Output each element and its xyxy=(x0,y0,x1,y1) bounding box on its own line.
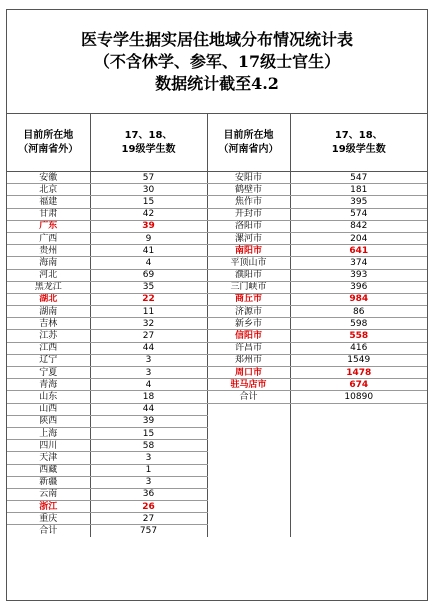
inside-location-cell: 焦作市 xyxy=(207,196,290,208)
inside-count-cell: 574 xyxy=(290,208,427,220)
table-row xyxy=(7,427,427,439)
statistics-sheet xyxy=(6,9,428,601)
outside-count-cell: 26 xyxy=(90,501,207,513)
inside-count-cell xyxy=(290,501,427,513)
inside-location-cell: 驻马店市 xyxy=(207,379,290,391)
inside-location-cell xyxy=(207,513,290,525)
table-row xyxy=(7,488,427,500)
outside-location-cell: 江西 xyxy=(7,342,90,354)
outside-location-cell: 合计 xyxy=(7,525,90,537)
inside-count-cell: 842 xyxy=(290,220,427,232)
title-main: 医专学生据实居住地域分布情况统计表 xyxy=(80,29,353,49)
outside-count-cell: 69 xyxy=(90,269,207,281)
inside-location-cell: 信阳市 xyxy=(207,330,290,342)
outside-count-cell: 36 xyxy=(90,488,207,500)
outside-location-cell: 重庆 xyxy=(7,513,90,525)
inside-count-cell xyxy=(290,440,427,452)
outside-count-cell: 15 xyxy=(90,196,207,208)
table-row xyxy=(7,513,427,525)
table-row xyxy=(7,306,427,318)
table-row xyxy=(7,464,427,476)
outside-location-cell: 湖北 xyxy=(7,293,90,305)
inside-count-cell: 1478 xyxy=(290,367,427,379)
table-row xyxy=(7,269,427,281)
inside-location-cell xyxy=(207,403,290,415)
outside-count-cell: 18 xyxy=(90,391,207,403)
outside-count-cell: 30 xyxy=(90,184,207,196)
outside-count-cell: 44 xyxy=(90,342,207,354)
outside-count-cell: 22 xyxy=(90,293,207,305)
outside-count-cell: 58 xyxy=(90,440,207,452)
table-row xyxy=(7,232,427,244)
table-row xyxy=(7,208,427,220)
inside-location-cell: 郑州市 xyxy=(207,354,290,366)
table-row xyxy=(7,281,427,293)
inside-location-cell xyxy=(207,488,290,500)
header-outside-location: 目前所在地 （河南省外） xyxy=(7,114,90,172)
outside-count-cell: 32 xyxy=(90,318,207,330)
outside-location-cell: 天津 xyxy=(7,452,90,464)
table-row xyxy=(7,452,427,464)
inside-count-cell xyxy=(290,427,427,439)
inside-location-cell xyxy=(207,440,290,452)
outside-count-cell: 4 xyxy=(90,379,207,391)
outside-count-cell: 39 xyxy=(90,415,207,427)
outside-location-cell: 河北 xyxy=(7,269,90,281)
outside-count-cell: 3 xyxy=(90,354,207,366)
inside-location-cell: 平顶山市 xyxy=(207,257,290,269)
inside-location-cell: 商丘市 xyxy=(207,293,290,305)
inside-count-cell xyxy=(290,452,427,464)
inside-count-cell: 86 xyxy=(290,306,427,318)
outside-count-cell: 42 xyxy=(90,208,207,220)
outside-count-cell: 3 xyxy=(90,452,207,464)
outside-count-cell: 57 xyxy=(90,172,207,184)
table-row xyxy=(7,318,427,330)
inside-location-cell: 济源市 xyxy=(207,306,290,318)
table-row xyxy=(7,354,427,366)
table-row xyxy=(7,172,427,184)
inside-location-cell: 合计 xyxy=(207,391,290,403)
inside-location-cell: 新乡市 xyxy=(207,318,290,330)
outside-location-cell: 吉林 xyxy=(7,318,90,330)
outside-location-cell: 山西 xyxy=(7,403,90,415)
table-row xyxy=(7,476,427,488)
inside-count-cell: 374 xyxy=(290,257,427,269)
outside-location-cell: 江苏 xyxy=(7,330,90,342)
outside-location-cell: 福建 xyxy=(7,196,90,208)
title-exclusions: （不含休学、参军、17级士官生） xyxy=(93,51,341,71)
inside-location-cell: 鹤壁市 xyxy=(207,184,290,196)
table-row xyxy=(7,245,427,257)
outside-location-cell: 广东 xyxy=(7,220,90,232)
outside-location-cell: 山东 xyxy=(7,391,90,403)
table-body xyxy=(7,172,427,537)
outside-location-cell: 黑龙江 xyxy=(7,281,90,293)
outside-location-cell: 海南 xyxy=(7,257,90,269)
table-row xyxy=(7,342,427,354)
inside-location-cell xyxy=(207,415,290,427)
table-row xyxy=(7,525,427,537)
inside-count-cell: 181 xyxy=(290,184,427,196)
inside-count-cell: 204 xyxy=(290,232,427,244)
outside-location-cell: 宁夏 xyxy=(7,367,90,379)
outside-count-cell: 11 xyxy=(90,306,207,318)
outside-count-cell: 27 xyxy=(90,513,207,525)
inside-count-cell: 393 xyxy=(290,269,427,281)
outside-location-cell: 贵州 xyxy=(7,245,90,257)
table-row xyxy=(7,257,427,269)
inside-location-cell: 南阳市 xyxy=(207,245,290,257)
outside-count-cell: 757 xyxy=(90,525,207,537)
outside-location-cell: 青海 xyxy=(7,379,90,391)
title-date: 数据统计截至4.2 xyxy=(155,73,279,93)
table-header-row xyxy=(7,114,427,172)
inside-count-cell: 416 xyxy=(290,342,427,354)
outside-location-cell: 四川 xyxy=(7,440,90,452)
inside-location-cell xyxy=(207,525,290,537)
outside-location-cell: 辽宁 xyxy=(7,354,90,366)
title-block xyxy=(7,10,427,114)
inside-location-cell: 开封市 xyxy=(207,208,290,220)
inside-location-cell xyxy=(207,501,290,513)
table-row xyxy=(7,220,427,232)
inside-count-cell xyxy=(290,525,427,537)
inside-count-cell xyxy=(290,488,427,500)
inside-location-cell: 濮阳市 xyxy=(207,269,290,281)
inside-location-cell: 安阳市 xyxy=(207,172,290,184)
inside-count-cell: 598 xyxy=(290,318,427,330)
outside-location-cell: 北京 xyxy=(7,184,90,196)
inside-count-cell xyxy=(290,513,427,525)
inside-count-cell xyxy=(290,403,427,415)
outside-count-cell: 35 xyxy=(90,281,207,293)
table-row xyxy=(7,415,427,427)
inside-count-cell: 558 xyxy=(290,330,427,342)
outside-location-cell: 西藏 xyxy=(7,464,90,476)
distribution-table xyxy=(7,114,427,537)
inside-location-cell: 许昌市 xyxy=(207,342,290,354)
inside-location-cell xyxy=(207,427,290,439)
inside-count-cell: 395 xyxy=(290,196,427,208)
header-inside-location: 目前所在地 （河南省内） xyxy=(207,114,290,172)
table-row xyxy=(7,367,427,379)
inside-location-cell: 周口市 xyxy=(207,367,290,379)
inside-location-cell xyxy=(207,464,290,476)
table-row xyxy=(7,196,427,208)
inside-count-cell: 1549 xyxy=(290,354,427,366)
outside-location-cell: 陕西 xyxy=(7,415,90,427)
header-inside-count: 17、18、 19级学生数 xyxy=(290,114,427,172)
outside-count-cell: 1 xyxy=(90,464,207,476)
table-row xyxy=(7,391,427,403)
outside-location-cell: 广西 xyxy=(7,232,90,244)
inside-count-cell xyxy=(290,415,427,427)
outside-location-cell: 云南 xyxy=(7,488,90,500)
table-row xyxy=(7,501,427,513)
outside-count-cell: 27 xyxy=(90,330,207,342)
table-row xyxy=(7,403,427,415)
inside-count-cell: 984 xyxy=(290,293,427,305)
outside-location-cell: 湖南 xyxy=(7,306,90,318)
outside-count-cell: 3 xyxy=(90,476,207,488)
outside-count-cell: 4 xyxy=(90,257,207,269)
inside-location-cell: 漯河市 xyxy=(207,232,290,244)
table-row xyxy=(7,379,427,391)
header-outside-count: 17、18、 19级学生数 xyxy=(90,114,207,172)
inside-count-cell: 396 xyxy=(290,281,427,293)
outside-location-cell: 浙江 xyxy=(7,501,90,513)
table-row xyxy=(7,330,427,342)
inside-count-cell: 641 xyxy=(290,245,427,257)
outside-location-cell: 新疆 xyxy=(7,476,90,488)
outside-count-cell: 9 xyxy=(90,232,207,244)
inside-count-cell: 547 xyxy=(290,172,427,184)
table-row xyxy=(7,293,427,305)
outside-count-cell: 3 xyxy=(90,367,207,379)
outside-location-cell: 甘肃 xyxy=(7,208,90,220)
outside-count-cell: 41 xyxy=(90,245,207,257)
inside-location-cell xyxy=(207,476,290,488)
outside-count-cell: 15 xyxy=(90,427,207,439)
inside-count-cell xyxy=(290,476,427,488)
inside-location-cell xyxy=(207,452,290,464)
table-row xyxy=(7,184,427,196)
inside-count-cell: 674 xyxy=(290,379,427,391)
table-row xyxy=(7,440,427,452)
inside-count-cell: 10890 xyxy=(290,391,427,403)
outside-location-cell: 上海 xyxy=(7,427,90,439)
inside-location-cell: 三门峡市 xyxy=(207,281,290,293)
inside-count-cell xyxy=(290,464,427,476)
outside-count-cell: 39 xyxy=(90,220,207,232)
inside-location-cell: 洛阳市 xyxy=(207,220,290,232)
outside-location-cell: 安徽 xyxy=(7,172,90,184)
outside-count-cell: 44 xyxy=(90,403,207,415)
